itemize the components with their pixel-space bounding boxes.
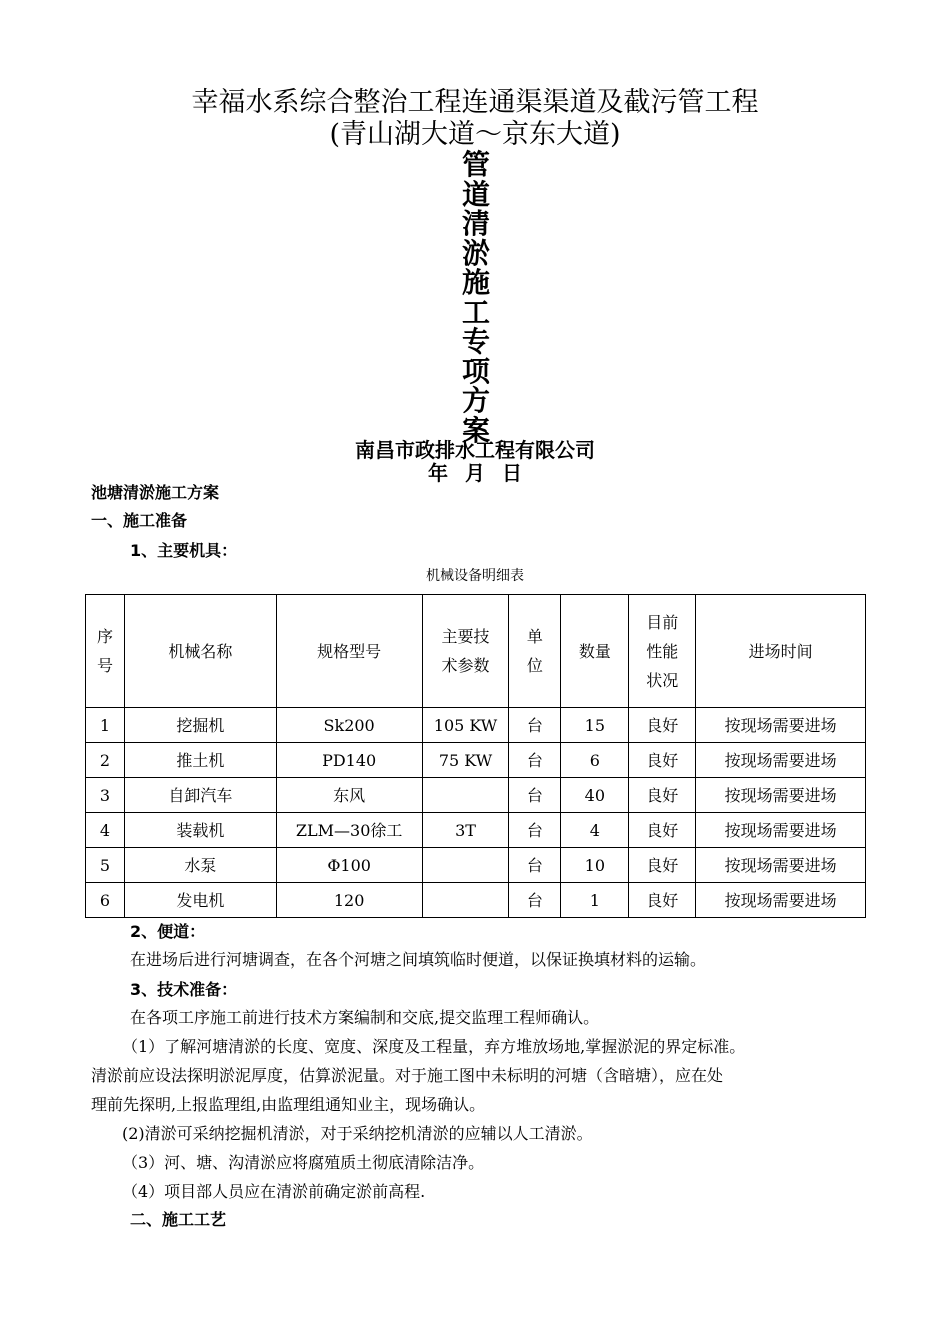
cell-entry: 按现场需要进场 [696, 778, 866, 813]
cell-spec: PD140 [276, 743, 422, 778]
cell-seq: 1 [86, 708, 125, 743]
header-param: 主要技 术参数 [422, 595, 509, 708]
item2-text: (2)清淤可采纳挖掘机清淤，对于采纳挖机清淤的应辅以人工清淤。 [122, 1124, 593, 1143]
header-name: 机械名称 [124, 595, 276, 708]
cell-name: 挖掘机 [124, 708, 276, 743]
item1-line2: 清淤前应设法探明淤泥厚度，估算淤泥量。对于施工图中未标明的河塘（含暗塘），应在处 [91, 1066, 724, 1085]
cell-seq: 4 [86, 813, 125, 848]
equipment-table [85, 594, 866, 918]
cell-qty: 4 [561, 813, 629, 848]
header-spec: 规格型号 [276, 595, 422, 708]
cell-seq: 3 [86, 778, 125, 813]
cell-qty: 6 [561, 743, 629, 778]
doc-date: 年 月 日 [428, 461, 522, 485]
cell-param: 105 KW [422, 708, 509, 743]
cell-unit: 台 [509, 848, 561, 883]
cell-unit: 台 [509, 708, 561, 743]
cell-seq: 2 [86, 743, 125, 778]
table-row [86, 778, 866, 813]
cell-spec: ZLM—30徐工 [276, 813, 422, 848]
cell-entry: 按现场需要进场 [696, 813, 866, 848]
cell-status: 良好 [629, 778, 696, 813]
header-entry: 进场时间 [696, 595, 866, 708]
item3-text: （3）河、塘、沟清淤应将腐殖质土彻底清除洁净。 [122, 1153, 485, 1172]
cell-unit: 台 [509, 883, 561, 918]
cell-name: 推土机 [124, 743, 276, 778]
road-heading: 2、便道： [130, 922, 206, 941]
table-caption: 机械设备明细表 [426, 568, 524, 584]
table-row [86, 813, 866, 848]
subtitle-char: 清 [461, 207, 490, 240]
table-row [86, 743, 866, 778]
cell-name: 自卸汽车 [124, 778, 276, 813]
cell-unit: 台 [509, 778, 561, 813]
process-heading: 二、施工工艺 [130, 1210, 227, 1229]
cell-name: 装载机 [124, 813, 276, 848]
cell-name: 水泵 [124, 848, 276, 883]
vertical-subtitle [459, 150, 493, 445]
cell-status: 良好 [629, 708, 696, 743]
road-text: 在进场后进行河塘调查，在各个河塘之间填筑临时便道，以保证换填材料的运输。 [130, 950, 707, 969]
cell-spec: Φ100 [276, 848, 422, 883]
subtitle-char: 专 [461, 325, 490, 358]
cell-spec: Sk200 [276, 708, 422, 743]
prep-heading: 一、施工准备 [91, 511, 188, 530]
cell-param: 3T [422, 813, 509, 848]
cell-status: 良好 [629, 848, 696, 883]
subtitle-char: 淤 [461, 236, 490, 270]
subtitle-char: 项 [461, 354, 490, 388]
cell-param: 75 KW [422, 743, 509, 778]
cell-status: 良好 [629, 883, 696, 918]
cell-name: 发电机 [124, 883, 276, 918]
table-row [86, 848, 866, 883]
table-header-row [86, 595, 866, 708]
item1-line3: 理前先探明,上报监理组,由监理组通知业主，现场确认。 [91, 1095, 486, 1114]
cell-entry: 按现场需要进场 [696, 883, 866, 918]
cell-qty: 40 [561, 778, 629, 813]
item1-line1: （1）了解河塘清淤的长度、宽度、深度及工程量，弃方堆放场地,掌握淤泥的界定标准。 [122, 1037, 746, 1056]
cell-entry: 按现场需要进场 [696, 743, 866, 778]
subtitle-char: 管 [461, 148, 490, 181]
cell-entry: 按现场需要进场 [696, 708, 866, 743]
pond-title: 池塘清淤施工方案 [91, 483, 220, 502]
subtitle-char: 道 [461, 177, 490, 211]
doc-title-line2: (青山湖大道～京东大道) [329, 119, 621, 150]
company-name: 南昌市政排水工程有限公司 [355, 438, 595, 462]
cell-param [422, 883, 509, 918]
subtitle-char: 工 [461, 295, 490, 329]
tech-heading: 3、技术准备： [130, 980, 238, 999]
cell-qty: 1 [561, 883, 629, 918]
header-seq: 序 号 [86, 595, 125, 708]
header-qty: 数量 [561, 595, 629, 708]
cell-qty: 15 [561, 708, 629, 743]
cell-unit: 台 [509, 743, 561, 778]
cell-seq: 5 [86, 848, 125, 883]
subtitle-char: 施 [461, 266, 490, 299]
header-status: 目前 性能 状况 [629, 595, 696, 708]
cell-seq: 6 [86, 883, 125, 918]
cell-spec: 120 [276, 883, 422, 918]
cell-qty: 10 [561, 848, 629, 883]
item4-text: （4）项目部人员应在清淤前确定淤前高程. [122, 1182, 426, 1201]
tech-text: 在各项工序施工前进行技术方案编制和交底,提交监理工程师确认。 [130, 1008, 600, 1027]
header-unit: 单 位 [509, 595, 561, 708]
table-row [86, 708, 866, 743]
cell-status: 良好 [629, 743, 696, 778]
subtitle-char: 方 [461, 384, 490, 417]
cell-unit: 台 [509, 813, 561, 848]
cell-param [422, 848, 509, 883]
doc-title-line1: 幸福水系综合整治工程连通渠渠道及截污管工程 [191, 87, 759, 118]
subtitle-char: 案 [461, 413, 490, 447]
table-row [86, 883, 866, 918]
cell-param [422, 778, 509, 813]
cell-spec: 东风 [276, 778, 422, 813]
cell-status: 良好 [629, 813, 696, 848]
machinery-heading: 1、主要机具： [130, 541, 238, 560]
cell-entry: 按现场需要进场 [696, 848, 866, 883]
